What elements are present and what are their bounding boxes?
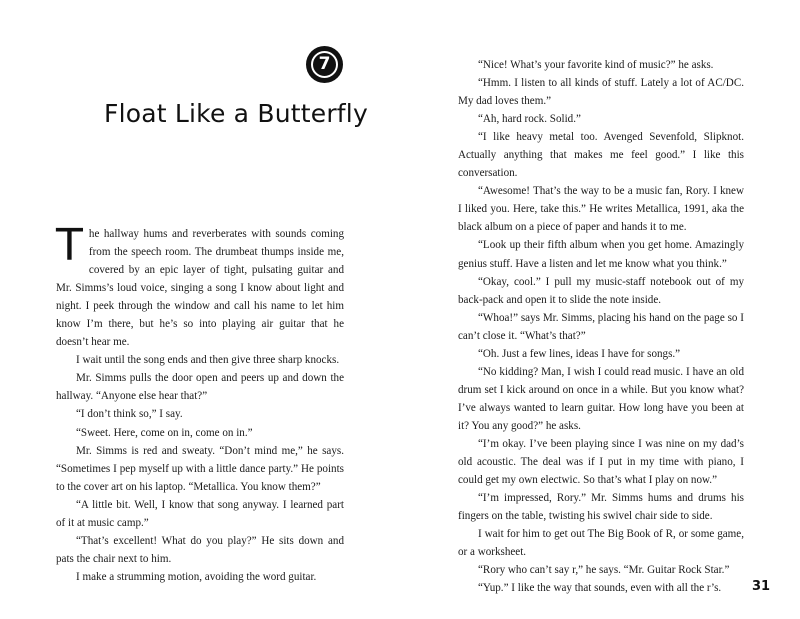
paragraph: “A little bit. Well, I know that song anyway. I learned part of it at music camp.” xyxy=(56,498,344,529)
paragraph: “Awesome! That’s the way to be a music fan, Rory. I knew I liked you. Here, take this.” He writes Metallica, 1991, aka the black album on a piece of paper and hands it to me. xyxy=(458,185,744,234)
opening-paragraph xyxy=(56,220,344,351)
paragraph: “Oh. Just a few lines, ideas I have for songs.” xyxy=(478,347,681,360)
opening-paragraph-text: he hallway hums and reverberates with sounds coming from the speech room. The drumbeat thumps inside me, covered by an epic layer of tight, pulsating guitar and Mr. Simms’s loud voice, singing a song I know about light and night. I peek through the window and call his name to let him know I’m there, but he’s so into playing air guitar that he doesn’t hear me. xyxy=(56,228,344,349)
paragraph: “Rory who can’t say r,” he says. “Mr. Guitar Rock Star.” xyxy=(478,564,730,577)
paragraph: “Sweet. Here, come on in, come on in.” xyxy=(76,426,253,439)
paragraph: “I don’t think so,” I say. xyxy=(76,408,183,421)
paragraph: “Look up their fifth album when you get home. Amazingly genius stuff. Have a listen and let me know what you think.” xyxy=(458,239,744,270)
paragraph: I wait for him to get out The Big Book of R, or some game, or a worksheet. xyxy=(458,528,744,559)
paragraph: “I like heavy metal too. Avenged Sevenfold, Slipknot. Actually anything that makes me feel good.” I like this conversation. xyxy=(458,131,744,180)
paragraph: “I’m impressed, Rory.” Mr. Simms hums and drums his fingers on the table, twisting his swivel chair side to side. xyxy=(458,492,744,523)
paragraph: “Yup.” I like the way that sounds, even with all the r’s. xyxy=(478,582,722,595)
paragraph: “No kidding? Man, I wish I could read music. I have an old drum set I kick around on once in a while. But you know what? I’ve always wanted to learn guitar. How long have you been at it? You any good?” he asks. xyxy=(458,365,744,432)
paragraph: “Hmm. I listen to all kinds of stuff. Lately a lot of AC/DC. My dad loves them.” xyxy=(458,77,744,108)
drop-cap: T xyxy=(56,220,83,271)
paragraph: I wait until the song ends and then give three sharp knocks. xyxy=(76,354,340,367)
paragraph: “I’m okay. I’ve been playing since I was nine on my dad’s old acoustic. The deal was if I put in my time with piano, I could get my own electwic. So that’s what I play on now.” xyxy=(458,437,744,487)
paragraph: “Ah, hard rock. Solid.” xyxy=(478,113,581,126)
paragraph: “Nice! What’s your favorite kind of music?” he asks. xyxy=(478,59,714,71)
right-page-text xyxy=(458,56,744,597)
paragraph: “Okay, cool.” I pull my music-staff notebook out of my back-pack and open it to slide the note inside. xyxy=(458,275,744,306)
page-number: 31 xyxy=(752,579,771,594)
right-page xyxy=(400,0,800,619)
chapter-number: 7 xyxy=(311,51,338,78)
chapter-number-badge xyxy=(306,46,343,83)
paragraph: “That’s excellent! What do you play?” He sits down and pats the chair next to him. xyxy=(56,534,344,565)
paragraph: Mr. Simms pulls the door open and peers up and down the hallway. “Anyone else hear that?” xyxy=(56,372,344,403)
chapter-title: Float Like a Butterfly xyxy=(104,99,368,128)
left-page-text xyxy=(56,220,344,586)
paragraph: Mr. Simms is red and sweaty. “Don’t mind me,” he says. “Sometimes I pep myself up with a little dance party.” He points to the cover art on his laptop. “Metallica. You know them?” xyxy=(56,444,344,493)
paragraph: “Whoa!” says Mr. Simms, placing his hand on the page so I can’t close it. “What’s that?” xyxy=(458,311,744,342)
paragraph: I make a strumming motion, avoiding the word guitar. xyxy=(76,570,317,583)
